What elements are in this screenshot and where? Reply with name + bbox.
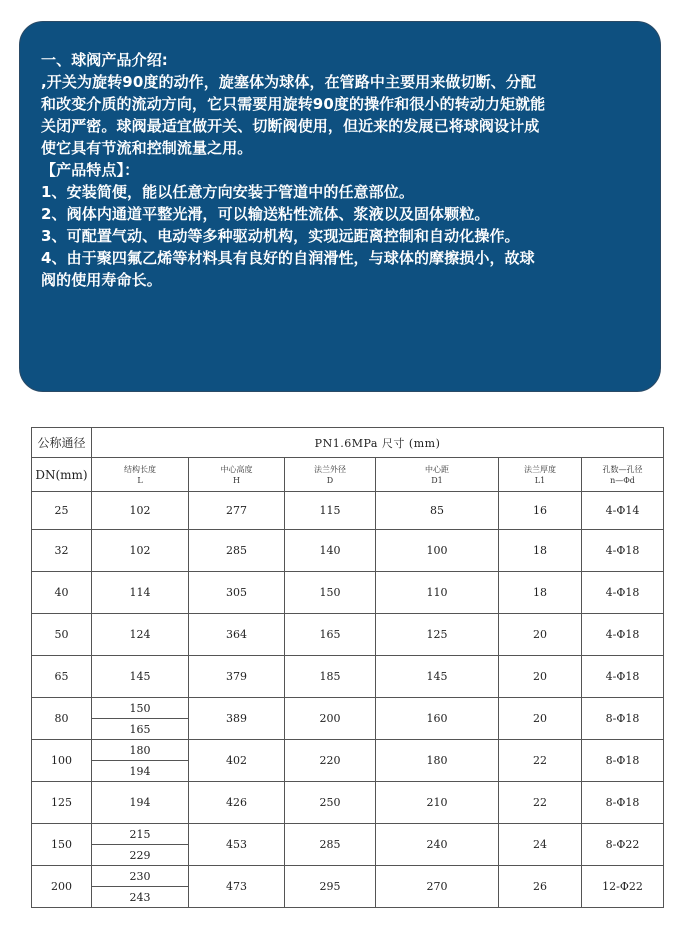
bolt-circle-cell: 100 <box>376 530 499 572</box>
height-cell: 379 <box>189 656 285 698</box>
table-row <box>32 740 664 761</box>
product-intro-panel <box>19 21 661 392</box>
table-row <box>32 824 664 845</box>
flange-thickness-cell: 22 <box>499 782 582 824</box>
bolt-circle-cell: 240 <box>376 824 499 866</box>
flange-thickness-cell: 22 <box>499 740 582 782</box>
height-cell: 364 <box>189 614 285 656</box>
bolt-circle-cell: 85 <box>376 492 499 530</box>
dn-header-unit: DN(mm) <box>32 458 92 492</box>
intro-text <box>41 49 642 291</box>
height-cell: 285 <box>189 530 285 572</box>
length-cell: 194 <box>92 761 189 782</box>
column-header <box>285 458 376 492</box>
bolt-holes-cell: 8-Φ18 <box>582 782 664 824</box>
dn-cell: 25 <box>32 492 92 530</box>
bolt-holes-cell: 4-Φ14 <box>582 492 664 530</box>
table-row <box>32 698 664 719</box>
length-cell: 102 <box>92 530 189 572</box>
dn-cell: 40 <box>32 572 92 614</box>
intro-line: 一、球阀产品介绍: <box>41 51 168 69</box>
bolt-holes-cell: 4-Φ18 <box>582 572 664 614</box>
flange-thickness-cell: 20 <box>499 656 582 698</box>
length-cell: 165 <box>92 719 189 740</box>
bolt-circle-cell: 210 <box>376 782 499 824</box>
column-header-symbol: D <box>326 475 334 485</box>
intro-line: 关闭严密。球阀最适宜做开关、切断阀使用，但近来的发展已将球阀设计成 <box>41 117 540 135</box>
table-row <box>32 614 664 656</box>
length-cell: 150 <box>92 698 189 719</box>
flange-thickness-cell: 20 <box>499 614 582 656</box>
dn-header-cn: 公称通径 <box>32 428 92 458</box>
column-header-symbol: D1 <box>431 475 443 485</box>
dn-cell: 125 <box>32 782 92 824</box>
intro-line: 2、阀体内通道平整光滑，可以输送粘性流体、浆液以及固体颗粒。 <box>41 205 490 223</box>
column-header <box>582 458 664 492</box>
spec-table <box>31 427 664 908</box>
flange-od-cell: 115 <box>285 492 376 530</box>
intro-line: 3、可配置气动、电动等多种驱动机构，实现远距离控制和自动化操作。 <box>41 227 520 245</box>
flange-od-cell: 185 <box>285 656 376 698</box>
table-row <box>32 866 664 887</box>
bolt-holes-cell: 4-Φ18 <box>582 614 664 656</box>
height-cell: 473 <box>189 866 285 908</box>
bolt-circle-cell: 145 <box>376 656 499 698</box>
bolt-holes-cell: 8-Φ22 <box>582 824 664 866</box>
column-header-name: 中心高度 <box>220 464 253 474</box>
flange-thickness-cell: 16 <box>499 492 582 530</box>
column-header-name: 中心距 <box>425 464 449 474</box>
pn-header: PN1.6MPa 尺寸 (mm) <box>92 428 664 458</box>
dn-cell: 150 <box>32 824 92 866</box>
flange-thickness-cell: 18 <box>499 572 582 614</box>
length-cell: 229 <box>92 845 189 866</box>
column-header <box>499 458 582 492</box>
flange-od-cell: 200 <box>285 698 376 740</box>
flange-od-cell: 285 <box>285 824 376 866</box>
column-header-name: 法兰外径 <box>314 464 346 474</box>
column-header-symbol: H <box>233 475 240 485</box>
dn-cell: 50 <box>32 614 92 656</box>
intro-line: 1、安装简便，能以任意方向安装于管道中的任意部位。 <box>41 183 414 201</box>
dn-cell: 32 <box>32 530 92 572</box>
height-cell: 426 <box>189 782 285 824</box>
bolt-circle-cell: 125 <box>376 614 499 656</box>
column-header-symbol: n—Φd <box>610 475 635 485</box>
flange-od-cell: 150 <box>285 572 376 614</box>
intro-line: 和改变介质的流动方向，它只需要用旋转90度的操作和很小的转动力矩就能 <box>41 95 546 113</box>
intro-line: 4、由于聚四氟乙烯等材料具有良好的自润滑性，与球体的摩擦损小，故球 <box>41 249 535 267</box>
column-header-name: 孔数—孔径 <box>602 464 643 474</box>
bolt-holes-cell: 8-Φ18 <box>582 698 664 740</box>
length-cell: 194 <box>92 782 189 824</box>
height-cell: 305 <box>189 572 285 614</box>
length-cell: 215 <box>92 824 189 845</box>
flange-od-cell: 165 <box>285 614 376 656</box>
column-header-symbol: L1 <box>534 475 546 485</box>
length-cell: 180 <box>92 740 189 761</box>
intro-line: ,开关为旋转90度的动作，旋塞体为球体，在管路中主要用来做切断、分配 <box>41 73 536 91</box>
bolt-holes-cell: 12-Φ22 <box>582 866 664 908</box>
height-cell: 277 <box>189 492 285 530</box>
dn-cell: 80 <box>32 698 92 740</box>
length-cell: 124 <box>92 614 189 656</box>
flange-od-cell: 220 <box>285 740 376 782</box>
table-row <box>32 572 664 614</box>
intro-line: 【产品特点】： <box>41 161 140 179</box>
height-cell: 389 <box>189 698 285 740</box>
bolt-circle-cell: 270 <box>376 866 499 908</box>
bolt-holes-cell: 4-Φ18 <box>582 656 664 698</box>
flange-thickness-cell: 18 <box>499 530 582 572</box>
table-row <box>32 492 664 530</box>
table-row <box>32 530 664 572</box>
intro-line: 使它具有节流和控制流量之用。 <box>41 139 253 157</box>
bolt-holes-cell: 4-Φ18 <box>582 530 664 572</box>
column-header-name: 结构长度 <box>124 464 156 474</box>
dn-cell: 200 <box>32 866 92 908</box>
length-cell: 230 <box>92 866 189 887</box>
length-cell: 145 <box>92 656 189 698</box>
column-header <box>189 458 285 492</box>
height-cell: 453 <box>189 824 285 866</box>
flange-od-cell: 140 <box>285 530 376 572</box>
bolt-circle-cell: 160 <box>376 698 499 740</box>
column-header-symbol: L <box>137 475 143 485</box>
flange-thickness-cell: 24 <box>499 824 582 866</box>
length-cell: 102 <box>92 492 189 530</box>
length-cell: 114 <box>92 572 189 614</box>
flange-od-cell: 295 <box>285 866 376 908</box>
bolt-holes-cell: 8-Φ18 <box>582 740 664 782</box>
flange-od-cell: 250 <box>285 782 376 824</box>
height-cell: 402 <box>189 740 285 782</box>
bolt-circle-cell: 110 <box>376 572 499 614</box>
table-row <box>32 656 664 698</box>
column-header <box>92 458 189 492</box>
column-header <box>376 458 499 492</box>
dn-cell: 65 <box>32 656 92 698</box>
dn-cell: 100 <box>32 740 92 782</box>
table-row <box>32 782 664 824</box>
intro-line: 阀的使用寿命长。 <box>41 271 162 289</box>
flange-thickness-cell: 20 <box>499 698 582 740</box>
bolt-circle-cell: 180 <box>376 740 499 782</box>
column-header-name: 法兰厚度 <box>524 464 556 474</box>
flange-thickness-cell: 26 <box>499 866 582 908</box>
length-cell: 243 <box>92 887 189 908</box>
